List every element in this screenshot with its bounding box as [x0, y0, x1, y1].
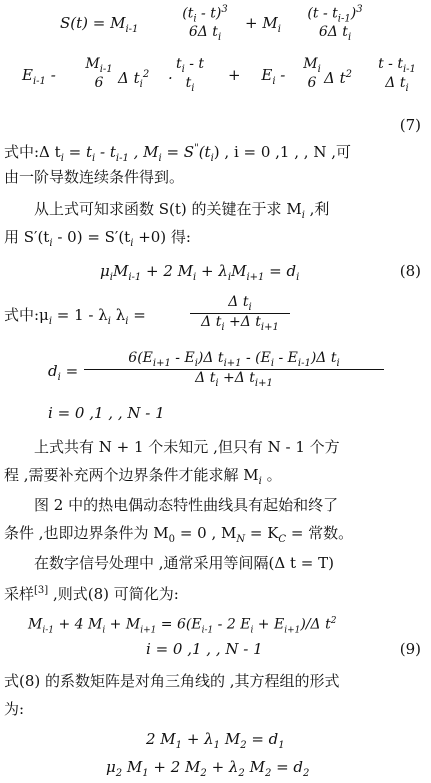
- paragraph-total-a: 上式共有 N + 1 个未知元 ,但只有 N - 1 个方: [34, 438, 340, 456]
- formula-e-dt2: Δ $t_i^2$ ·: [118, 69, 173, 90]
- where-clause-1: 式中:Δ $t_i = t_i - t_{i-1}$ , $M_i = S^"(t_i)$ , i = 0 ,1 , , N ,可: [4, 143, 351, 164]
- paragraph-use: 用 $S'(t_i - 0) = S'(t_i +0)$ 得:: [4, 228, 191, 249]
- paragraph-fig-a: 图 2 中的热电偶动态特性曲线具有起始和终了: [34, 496, 339, 514]
- paragraph-total-b: 程 ,需要补充两个边界条件才能求解 $M_i$ 。: [4, 466, 282, 487]
- where-clause-2: 式中$:\mu_i = 1 - \lambda_i$ $\lambda_i$ =: [4, 306, 146, 327]
- formula-e-tailfrac: t - $t_{i-1}$ Δ $t_i$: [378, 56, 416, 94]
- paragraph-matrix-b: 为:: [4, 700, 25, 718]
- formula-eq8: $\mu_iM_{i-1} + 2$ $M_i + \lambda_iM_{i+1} = d_i$: [100, 262, 300, 283]
- citation-ref[interactable]: [3]: [34, 585, 49, 596]
- formula-e-line: $E_{i-1}$ -: [22, 66, 56, 87]
- formula-d-lhs: $d_i$ =: [48, 362, 79, 383]
- lambda-fraction: $\frac{\Delta t_i}{\Delta t_i +\Delta t_{i+1}}$: [190, 294, 290, 333]
- formula-e-m2frac: $M_i$ 6: [303, 56, 321, 91]
- formula-e-tfrac: $t_i$ - t $t_i$: [175, 56, 205, 94]
- paragraph-fig-b: 条件 ,也即边界条件为 $M_0 = 0$ , $M_N = K_C$ = 常数。: [4, 524, 354, 545]
- equation-number-8: (8): [399, 262, 421, 280]
- formula-e-mfrac: $M_{i-1}$ 6: [85, 56, 113, 91]
- paragraph-dsp-a: 在数字信号处理中 ,通常采用等间隔(Δ t = T): [34, 554, 334, 572]
- paragraph-dsp-b: 采样[3] ,则式(8) 可简化为:: [4, 585, 179, 603]
- formula-s-frac1: $(t_i - t)^3$ 6Δ $t_i$: [182, 4, 228, 44]
- index-range-2: i = 0 ,1 , , N - 1: [146, 640, 263, 658]
- formula-s-frac2: $(t - t_{i-1})^3$ 6Δ $t_i$: [307, 4, 363, 44]
- formula-eq9: $M_{i-1} + 4$ $M_i + M_{i+1} = 6(E_{i-1} - 2$ $E_i + E_{i+1})/\Delta$ $t^2$: [28, 616, 337, 636]
- index-range-1: i = 0 ,1 , , N - 1: [48, 404, 165, 422]
- equation-number-7: (7): [399, 116, 421, 134]
- formula-e-dt2b: Δ $t^2$: [324, 69, 353, 87]
- formula-s-plus: + $M_i$: [245, 14, 281, 35]
- formula-e-plus: + $E_i$ -: [228, 66, 286, 87]
- paragraph-matrix-a: 式(8) 的系数矩阵是对角三角线的 ,其方程组的形式: [4, 672, 340, 690]
- formula-d-fraction: $\frac{6(E_{i+1} - E_i)\Delta t_{i+1} - (E_i - E_{i-1})\Delta t_i}{\Delta t_i +\Delta t_{i+1}}$: [84, 350, 384, 389]
- formula-s-lhs: $S(t) = M_{i-1}$: [60, 14, 139, 35]
- where-clause-1-cont: 由一阶导数连续条件得到。: [4, 168, 185, 186]
- system-eq-1: 2 $M_1 + \lambda_1$ $M_2 = d_1$: [146, 730, 285, 751]
- equation-number-9: (9): [399, 640, 421, 658]
- system-eq-2: $\mu_2$ $M_1 + 2$ $M_2 + \lambda_2$ $M_2 = d_2$: [106, 758, 310, 779]
- paragraph-from: 从上式可知求函数 S(t) 的关键在于求 $M_i$ ,利: [34, 200, 330, 221]
